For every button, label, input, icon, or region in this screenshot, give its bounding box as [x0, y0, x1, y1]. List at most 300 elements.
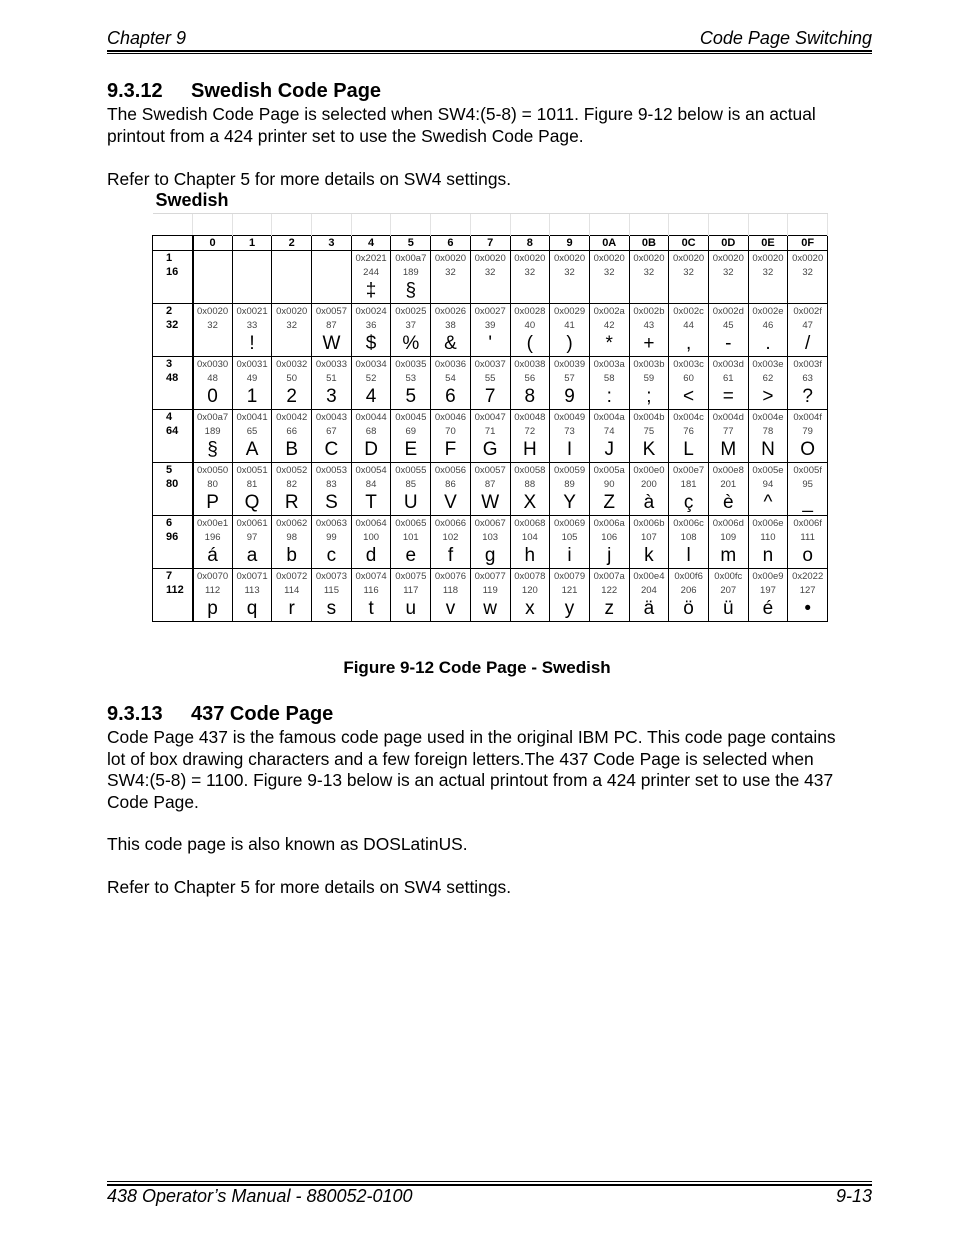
hex-code-cell: 0x0020	[589, 251, 629, 266]
hex-code-cell: 0x003d	[708, 357, 748, 372]
hex-code-cell: 0x0044	[351, 410, 391, 425]
decimal-code-cell: 58	[589, 371, 629, 385]
decimal-code-cell: 32	[272, 318, 312, 332]
glyph-cell: m	[708, 544, 748, 569]
header-title: Code Page Switching	[699, 28, 872, 48]
glyph-cell: •	[788, 597, 828, 622]
decimal-code-cell: 80	[193, 477, 233, 491]
glyph-cell: +	[629, 332, 669, 357]
table-spacer-row	[153, 214, 828, 236]
glyph-cell: U	[391, 491, 431, 516]
glyph-cell: X	[510, 491, 550, 516]
row-label-low: 80	[153, 477, 193, 491]
glyph-cell: /	[788, 332, 828, 357]
spacer-cell	[351, 214, 391, 236]
row-label-high: 4	[153, 410, 193, 425]
hex-code-cell: 0x00a7	[391, 251, 431, 266]
glyph-cell: f	[431, 544, 471, 569]
glyph-cell: §	[391, 279, 431, 304]
glyph-cell: i	[550, 544, 590, 569]
hex-code-cell: 0x004b	[629, 410, 669, 425]
glyph-cell: ç	[669, 491, 709, 516]
hex-code-cell: 0x0039	[550, 357, 590, 372]
decimal-code-cell: 48	[193, 371, 233, 385]
hex-code-cell: 0x005a	[589, 463, 629, 478]
column-header: 2	[272, 236, 312, 251]
column-header: 3	[312, 236, 352, 251]
decimal-code-cell: 120	[510, 583, 550, 597]
decimal-code-cell: 49	[232, 371, 272, 385]
decimal-code-cell: 45	[708, 318, 748, 332]
hex-code-cell	[232, 251, 272, 266]
decimal-code-cell: 32	[470, 265, 510, 279]
glyph-cell: G	[470, 438, 510, 463]
row-label-low: 48	[153, 371, 193, 385]
glyph-cell: D	[351, 438, 391, 463]
glyph-cell	[550, 279, 590, 304]
row-label-empty	[153, 385, 193, 410]
hex-code-cell: 0x0020	[431, 251, 471, 266]
hex-code-cell: 0x0029	[550, 304, 590, 319]
table-row-dec	[153, 477, 828, 491]
glyph-cell: l	[669, 544, 709, 569]
decimal-code-cell: 32	[708, 265, 748, 279]
decimal-code-cell: 86	[431, 477, 471, 491]
decimal-code-cell: 88	[510, 477, 550, 491]
decimal-code-cell: 114	[272, 583, 312, 597]
hex-code-cell: 0x00e8	[708, 463, 748, 478]
table-row-char	[153, 597, 828, 622]
decimal-code-cell: 38	[431, 318, 471, 332]
row-label-empty	[153, 438, 193, 463]
table-row-char	[153, 279, 828, 304]
decimal-code-cell: 85	[391, 477, 431, 491]
hex-code-cell: 0x0078	[510, 569, 550, 584]
decimal-code-cell: 244	[351, 265, 391, 279]
hex-code-cell: 0x004f	[788, 410, 828, 425]
hex-code-cell: 0x004d	[708, 410, 748, 425]
hex-code-cell: 0x0055	[391, 463, 431, 478]
glyph-cell: u	[391, 597, 431, 622]
decimal-code-cell: 71	[470, 424, 510, 438]
hex-code-cell: 0x0047	[470, 410, 510, 425]
table-row-hex	[153, 463, 828, 478]
table-title-row	[153, 188, 828, 214]
decimal-code-cell: 73	[550, 424, 590, 438]
column-header: 6	[431, 236, 471, 251]
hex-code-cell: 0x0066	[431, 516, 471, 531]
decimal-code-cell: 72	[510, 424, 550, 438]
decimal-code-cell: 118	[431, 583, 471, 597]
glyph-cell: á	[193, 544, 233, 569]
decimal-code-cell: 47	[788, 318, 828, 332]
glyph-cell	[510, 279, 550, 304]
column-header: 0B	[629, 236, 669, 251]
table-row-char	[153, 544, 828, 569]
hex-code-cell: 0x0020	[272, 304, 312, 319]
decimal-code-cell: 200	[629, 477, 669, 491]
decimal-code-cell: 99	[312, 530, 352, 544]
column-header: 0C	[669, 236, 709, 251]
hex-code-cell: 0x0034	[351, 357, 391, 372]
glyph-cell: :	[589, 385, 629, 410]
column-header: 1	[232, 236, 272, 251]
glyph-cell: h	[510, 544, 550, 569]
decimal-code-cell: 119	[470, 583, 510, 597]
hex-code-cell: 0x0070	[193, 569, 233, 584]
table-row-dec	[153, 424, 828, 438]
section-number: 9.3.13	[107, 703, 163, 725]
decimal-code-cell: 68	[351, 424, 391, 438]
glyph-cell: W	[470, 491, 510, 516]
glyph-cell: _	[788, 491, 828, 516]
hex-code-cell: 0x0042	[272, 410, 312, 425]
hex-code-cell: 0x0051	[232, 463, 272, 478]
hex-code-cell: 0x0030	[193, 357, 233, 372]
hex-code-cell: 0x003b	[629, 357, 669, 372]
hex-code-cell: 0x005e	[748, 463, 788, 478]
hex-code-cell: 0x0073	[312, 569, 352, 584]
hex-code-cell: 0x0049	[550, 410, 590, 425]
hex-code-cell: 0x0041	[232, 410, 272, 425]
table-row-char	[153, 385, 828, 410]
decimal-code-cell: 89	[550, 477, 590, 491]
table-row-dec	[153, 265, 828, 279]
swedish-refer-paragraph: Refer to Chapter 5 for more details on SW4 settings.	[107, 169, 512, 189]
table-row-dec	[153, 583, 828, 597]
glyph-cell: y	[550, 597, 590, 622]
glyph-cell: .	[748, 332, 788, 357]
glyph-cell: e	[391, 544, 431, 569]
decimal-code-cell: 33	[232, 318, 272, 332]
table-row-hex	[153, 304, 828, 319]
glyph-cell: ;	[629, 385, 669, 410]
glyph-cell: 3	[312, 385, 352, 410]
row-label-high: 5	[153, 463, 193, 478]
decimal-code-cell: 83	[312, 477, 352, 491]
decimal-code-cell: 51	[312, 371, 352, 385]
hex-code-cell: 0x0065	[391, 516, 431, 531]
decimal-code-cell: 108	[669, 530, 709, 544]
hex-code-cell: 0x006e	[748, 516, 788, 531]
glyph-cell: F	[431, 438, 471, 463]
decimal-code-cell: 36	[351, 318, 391, 332]
glyph-cell: %	[391, 332, 431, 357]
hex-code-cell: 0x00e4	[629, 569, 669, 584]
row-label-empty	[153, 332, 193, 357]
glyph-cell	[629, 279, 669, 304]
hex-code-cell: 0x0052	[272, 463, 312, 478]
row-label-high: 7	[153, 569, 193, 584]
glyph-cell	[470, 279, 510, 304]
hex-code-cell: 0x007a	[589, 569, 629, 584]
column-header: 8	[510, 236, 550, 251]
glyph-cell: ö	[669, 597, 709, 622]
decimal-code-cell	[272, 265, 312, 279]
code-page-table	[152, 188, 828, 622]
header-chapter: Chapter 9	[107, 28, 187, 48]
glyph-cell: 9	[550, 385, 590, 410]
decimal-code-cell: 201	[708, 477, 748, 491]
glyph-cell: $	[351, 332, 391, 357]
decimal-code-cell: 32	[550, 265, 590, 279]
glyph-cell	[748, 279, 788, 304]
table-row-hex	[153, 410, 828, 425]
glyph-cell: '	[470, 332, 510, 357]
section-heading-swedish	[107, 80, 381, 103]
decimal-code-cell: 110	[748, 530, 788, 544]
decimal-code-cell: 117	[391, 583, 431, 597]
spacer-cell	[272, 214, 312, 236]
glyph-cell	[788, 279, 828, 304]
column-header: 7	[470, 236, 510, 251]
glyph-cell: g	[470, 544, 510, 569]
hex-code-cell: 0x004c	[669, 410, 709, 425]
glyph-cell: Z	[589, 491, 629, 516]
glyph-cell: w	[470, 597, 510, 622]
hex-code-cell: 0x0020	[550, 251, 590, 266]
glyph-cell: ,	[669, 332, 709, 357]
hex-code-cell: 0x0020	[629, 251, 669, 266]
decimal-code-cell: 50	[272, 371, 312, 385]
glyph-cell: 1	[232, 385, 272, 410]
hex-code-cell: 0x0046	[431, 410, 471, 425]
spacer-cell	[431, 214, 471, 236]
decimal-code-cell: 66	[272, 424, 312, 438]
glyph-cell: =	[708, 385, 748, 410]
table-row-hex	[153, 251, 828, 266]
hex-code-cell: 0x006a	[589, 516, 629, 531]
hex-code-cell: 0x0031	[232, 357, 272, 372]
row-label-low: 32	[153, 318, 193, 332]
glyph-cell: Q	[232, 491, 272, 516]
hex-code-cell: 0x0020	[193, 304, 233, 319]
glyph-cell: ü	[708, 597, 748, 622]
hex-code-cell: 0x003c	[669, 357, 709, 372]
hex-code-cell: 0x0020	[470, 251, 510, 266]
row-label-low: 112	[153, 583, 193, 597]
decimal-code-cell: 37	[391, 318, 431, 332]
row-label-high: 3	[153, 357, 193, 372]
hex-code-cell: 0x0043	[312, 410, 352, 425]
hex-code-cell: 0x005f	[788, 463, 828, 478]
section-title: Swedish Code Page	[191, 80, 382, 102]
decimal-code-cell: 197	[748, 583, 788, 597]
glyph-cell: !	[232, 332, 272, 357]
table-column-header-row	[153, 236, 828, 251]
decimal-code-cell: 196	[193, 530, 233, 544]
glyph-cell	[708, 279, 748, 304]
hex-code-cell: 0x00e1	[193, 516, 233, 531]
hex-code-cell: 0x2021	[351, 251, 391, 266]
hex-code-cell	[312, 251, 352, 266]
row-label-low: 96	[153, 530, 193, 544]
decimal-code-cell: 104	[510, 530, 550, 544]
glyph-cell	[669, 279, 709, 304]
column-header: 0D	[708, 236, 748, 251]
row-label-empty	[153, 491, 193, 516]
hex-code-cell: 0x2022	[788, 569, 828, 584]
glyph-cell: v	[431, 597, 471, 622]
decimal-code-cell: 97	[232, 530, 272, 544]
glyph-cell: L	[669, 438, 709, 463]
spacer-cell	[748, 214, 788, 236]
spacer-cell	[510, 214, 550, 236]
glyph-cell: *	[589, 332, 629, 357]
decimal-code-cell: 59	[629, 371, 669, 385]
decimal-code-cell: 56	[510, 371, 550, 385]
section-title: 437 Code Page	[191, 703, 334, 725]
decimal-code-cell: 76	[669, 424, 709, 438]
glyph-cell: c	[312, 544, 352, 569]
decimal-code-cell: 105	[550, 530, 590, 544]
glyph-cell	[431, 279, 471, 304]
hex-code-cell: 0x0050	[193, 463, 233, 478]
hex-code-cell: 0x0021	[232, 304, 272, 319]
glyph-cell: 2	[272, 385, 312, 410]
glyph-cell: K	[629, 438, 669, 463]
table-row-hex	[153, 516, 828, 531]
decimal-code-cell: 113	[232, 583, 272, 597]
decimal-code-cell: 84	[351, 477, 391, 491]
decimal-code-cell: 127	[788, 583, 828, 597]
glyph-cell: d	[351, 544, 391, 569]
glyph-cell: M	[708, 438, 748, 463]
column-header: 5	[391, 236, 431, 251]
decimal-code-cell: 189	[193, 424, 233, 438]
cp437-refer-paragraph: Refer to Chapter 5 for more details on SW4 settings.	[107, 877, 512, 897]
hex-code-cell: 0x006f	[788, 516, 828, 531]
hex-code-cell: 0x0064	[351, 516, 391, 531]
decimal-code-cell: 67	[312, 424, 352, 438]
table-row-char	[153, 491, 828, 516]
column-header: 4	[351, 236, 391, 251]
hex-code-cell: 0x003a	[589, 357, 629, 372]
spacer-cell	[312, 214, 352, 236]
glyph-cell	[193, 279, 233, 304]
decimal-code-cell: 111	[788, 530, 828, 544]
glyph-cell: s	[312, 597, 352, 622]
footer-page-number: 9-13	[835, 1186, 872, 1206]
decimal-code-cell: 62	[748, 371, 788, 385]
glyph-cell: N	[748, 438, 788, 463]
hex-code-cell: 0x0054	[351, 463, 391, 478]
hex-code-cell: 0x0067	[470, 516, 510, 531]
glyph-cell: 5	[391, 385, 431, 410]
glyph-cell: J	[589, 438, 629, 463]
glyph-cell: t	[351, 597, 391, 622]
decimal-code-cell: 32	[748, 265, 788, 279]
spacer-cell	[232, 214, 272, 236]
hex-code-cell: 0x0062	[272, 516, 312, 531]
decimal-code-cell: 109	[708, 530, 748, 544]
hex-code-cell: 0x0061	[232, 516, 272, 531]
row-label-high: 1	[153, 251, 193, 266]
decimal-code-cell: 112	[193, 583, 233, 597]
glyph-cell: ä	[629, 597, 669, 622]
hex-code-cell: 0x006d	[708, 516, 748, 531]
decimal-code-cell: 65	[232, 424, 272, 438]
table-row-dec	[153, 530, 828, 544]
glyph-cell: k	[629, 544, 669, 569]
table-row-dec	[153, 318, 828, 332]
glyph-cell: E	[391, 438, 431, 463]
glyph-cell: q	[232, 597, 272, 622]
table-row-dec	[153, 371, 828, 385]
row-label-low: 16	[153, 265, 193, 279]
hex-code-cell: 0x0056	[431, 463, 471, 478]
decimal-code-cell: 77	[708, 424, 748, 438]
header-rule	[107, 53, 872, 54]
table-row-char	[153, 332, 828, 357]
hex-code-cell: 0x004e	[748, 410, 788, 425]
glyph-cell: 8	[510, 385, 550, 410]
hex-code-cell: 0x0057	[470, 463, 510, 478]
spacer-cell	[193, 214, 233, 236]
decimal-code-cell: 57	[550, 371, 590, 385]
glyph-cell: T	[351, 491, 391, 516]
decimal-code-cell: 41	[550, 318, 590, 332]
hex-code-cell: 0x0028	[510, 304, 550, 319]
hex-code-cell: 0x0035	[391, 357, 431, 372]
glyph-cell	[232, 279, 272, 304]
figure-caption: Figure 9-12 Code Page - Swedish	[343, 658, 611, 677]
footer-manual: 438 Operator’s Manual - 880052-0100	[107, 1186, 413, 1206]
decimal-code-cell: 32	[629, 265, 669, 279]
column-header: 0F	[788, 236, 828, 251]
section-number: 9.3.12	[107, 80, 163, 102]
hex-code-cell: 0x0020	[788, 251, 828, 266]
glyph-cell: j	[589, 544, 629, 569]
decimal-code-cell: 116	[351, 583, 391, 597]
hex-code-cell: 0x002d	[708, 304, 748, 319]
hex-code-cell: 0x00e0	[629, 463, 669, 478]
hex-code-cell: 0x0020	[708, 251, 748, 266]
hex-code-cell: 0x002b	[629, 304, 669, 319]
decimal-code-cell: 42	[589, 318, 629, 332]
table-row-char	[153, 438, 828, 463]
glyph-cell: C	[312, 438, 352, 463]
glyph-cell: I	[550, 438, 590, 463]
hex-code-cell: 0x0045	[391, 410, 431, 425]
decimal-code-cell	[232, 265, 272, 279]
hex-code-cell: 0x0020	[748, 251, 788, 266]
glyph-cell: A	[232, 438, 272, 463]
hex-code-cell: 0x002c	[669, 304, 709, 319]
hex-code-cell: 0x0038	[510, 357, 550, 372]
decimal-code-cell: 82	[272, 477, 312, 491]
row-label-low: 64	[153, 424, 193, 438]
hex-code-cell: 0x006c	[669, 516, 709, 531]
decimal-code-cell: 87	[470, 477, 510, 491]
decimal-code-cell: 90	[589, 477, 629, 491]
hex-code-cell: 0x004a	[589, 410, 629, 425]
glyph-cell: H	[510, 438, 550, 463]
hex-code-cell: 0x00e7	[669, 463, 709, 478]
glyph-cell: §	[193, 438, 233, 463]
decimal-code-cell: 204	[629, 583, 669, 597]
decimal-code-cell: 75	[629, 424, 669, 438]
decimal-code-cell: 81	[232, 477, 272, 491]
cp437-intro-paragraph: Code Page 437 is the famous code page used in the original IBM PC. This code page contains lot of box drawing characters and a few foreign letters.The 437 Code Page is selected when SW4:(5-8) = 1100. Figure 9-13 below is an actual printout from a 424 printer set to use the 437 Code Page.	[107, 727, 836, 812]
hex-code-cell: 0x0068	[510, 516, 550, 531]
row-label-high: 6	[153, 516, 193, 531]
decimal-code-cell: 87	[312, 318, 352, 332]
glyph-cell: R	[272, 491, 312, 516]
cp437-alias-paragraph: This code page is also known as DOSLatinUS.	[107, 834, 468, 854]
section-heading-437	[107, 703, 333, 726]
table-row-hex	[153, 357, 828, 372]
